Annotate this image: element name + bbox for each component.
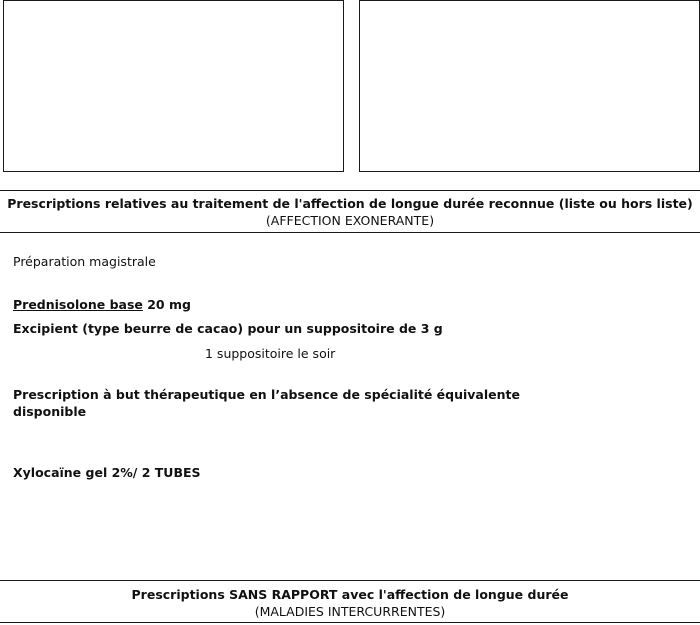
justification-line-2: disponible	[13, 404, 87, 419]
intercurrent-section-title: Prescriptions SANS RAPPORT avec l'affection de longue durée	[131, 587, 569, 602]
prescriber-box	[3, 0, 344, 172]
justification-line-1: Prescription à but thérapeutique en l’absence de spécialité équivalente	[13, 387, 520, 402]
ald-section-header	[0, 195, 700, 229]
posology-line: 1 suppositoire le soir	[205, 346, 336, 361]
ald-section-title: Prescriptions relatives au traitement de l'affection de longue durée reconnue (liste ou hors liste)	[7, 196, 693, 211]
ald-top-rule	[0, 190, 700, 191]
ald-bottom-rule	[0, 232, 700, 233]
intercurrent-section-subtitle: (MALADIES INTERCURRENTES)	[254, 604, 446, 619]
intercurrent-section-header	[0, 586, 700, 620]
patient-box	[359, 0, 700, 172]
active-ingredient-line	[13, 296, 191, 313]
excipient-line: Excipient (type beurre de cacao) pour un suppositoire de 3 g	[13, 321, 443, 336]
active-ingredient: Prednisolone base	[13, 297, 143, 312]
ald-section-subtitle: (AFFECTION EXONERANTE)	[265, 213, 435, 228]
active-ingredient-dose: 20 mg	[147, 297, 191, 312]
second-prescription-item: Xylocaïne gel 2%/ 2 TUBES	[13, 465, 201, 480]
intercurrent-top-rule	[0, 580, 700, 581]
preparation-type: Préparation magistrale	[13, 254, 156, 269]
intercurrent-bottom-rule	[0, 622, 700, 623]
